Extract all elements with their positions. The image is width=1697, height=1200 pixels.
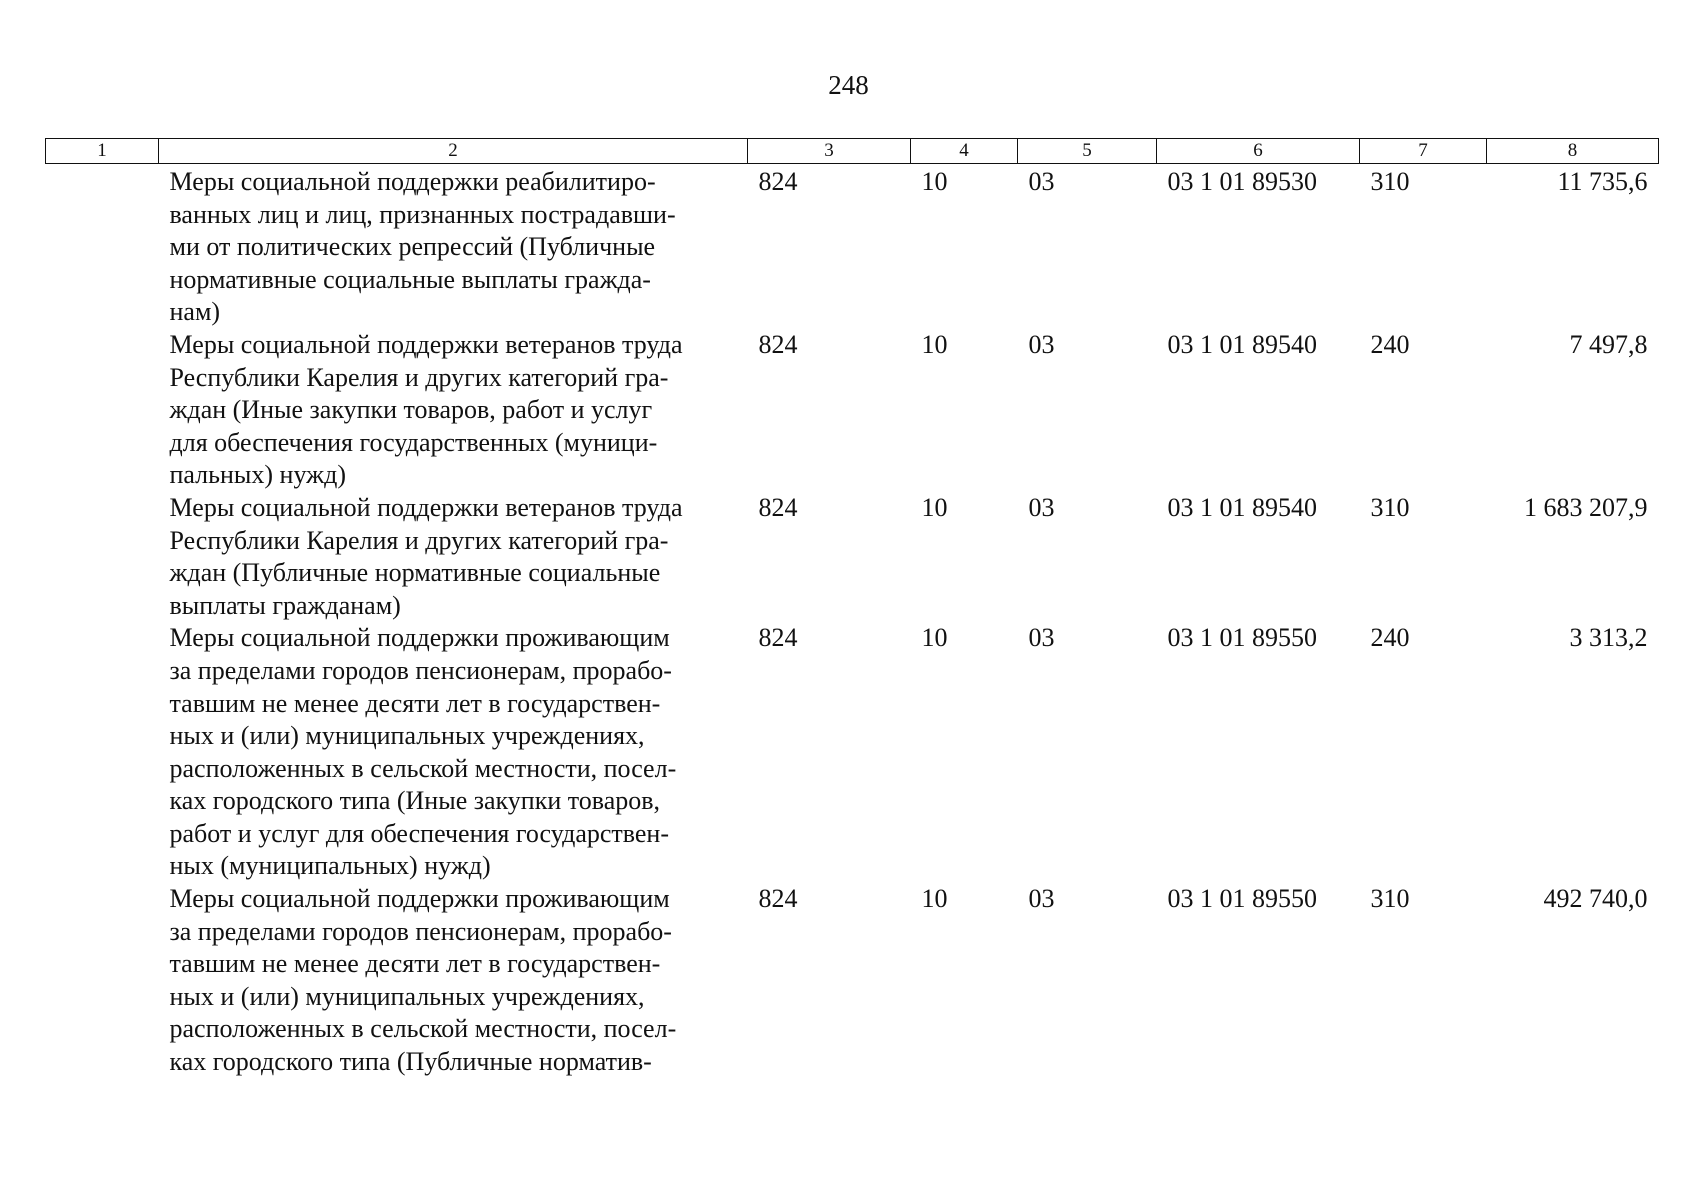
expense-type-cell: 240 [1370,623,1410,653]
description-cell [159,883,748,1079]
description-line: ках городского типа (Публичные норматив- [169,1047,652,1077]
description-line: пальных) нужд) [169,460,346,490]
description-line: Меры социальной поддержки реабилитиро- [169,167,656,196]
description-line: для обеспечения государственных (муници- [169,427,658,457]
expense-type-cell: 310 [1370,884,1410,914]
subsection-code-cell: 03 [1028,167,1055,196]
header-col-2: 2 [159,139,748,164]
row-index-cell [46,164,159,329]
description-line: расположенных в сельской местности, посел- [169,753,677,783]
description-cell [159,492,748,622]
row-index-cell [46,492,159,622]
header-col-7: 7 [1360,139,1487,164]
table-row [46,164,1659,329]
description-line: выплаты гражданам) [169,590,401,620]
table-row [46,329,1659,492]
description-line: ждан (Иные закупки товаров, работ и услуг [169,395,653,425]
description-cell [159,164,748,329]
subsection-code-cell: 03 [1028,623,1055,653]
table-row [46,622,1659,883]
description-line: Меры социальной поддержки проживающим [169,884,670,914]
section-code-cell: 10 [921,884,948,914]
row-index-cell [46,329,159,492]
description-line: ванных лиц и лиц, признанных пострадавши- [169,199,676,229]
description-line: Республики Карелия и других категорий гра- [169,525,669,555]
description-line: Меры социальной поддержки ветеранов труда [169,492,683,522]
header-col-1: 1 [46,139,159,164]
expense-type-cell: 310 [1370,167,1410,196]
target-article-cell: 03 1 01 89550 [1167,623,1317,653]
description-line: нам) [169,297,221,327]
budget-table [45,138,1659,1079]
ministry-code-cell: 824 [758,167,798,196]
description-line: ных (муниципальных) нужд) [169,851,491,881]
ministry-code-cell: 824 [758,623,798,653]
header-col-3: 3 [748,139,911,164]
target-article-cell: 03 1 01 89550 [1167,884,1317,914]
header-col-8: 8 [1487,139,1659,164]
expense-type-cell: 310 [1370,492,1410,522]
target-article-cell: 03 1 01 89530 [1167,167,1317,196]
ministry-code-cell: 824 [758,329,798,359]
row-index-cell [46,622,159,883]
description-line: ках городского типа (Иные закупки товаров, [169,786,661,816]
header-col-5: 5 [1018,139,1157,164]
section-code-cell: 10 [921,167,948,196]
subsection-code-cell: 03 [1028,492,1055,522]
table-row [46,883,1659,1079]
description-line: тавшим не менее десяти лет в государствен- [169,949,661,979]
description-cell [159,329,748,492]
amount-cell: 11 735,6 [1557,167,1648,196]
description-line: Меры социальной поддержки ветеранов труда [169,329,683,359]
description-line: ных и (или) муниципальных учреждениях, [169,981,645,1011]
description-cell [159,622,748,883]
description-line: ми от политических репрессий (Публичные [169,232,656,262]
page-number: 248 [828,70,869,100]
section-code-cell: 10 [921,329,948,359]
header-col-4: 4 [911,139,1018,164]
ministry-code-cell: 824 [758,492,798,522]
row-index-cell [46,883,159,1079]
description-line: работ и услуг для обеспечения государствен- [169,818,669,848]
description-line: Меры социальной поддержки проживающим [169,623,670,653]
description-line: расположенных в сельской местности, посел- [169,1014,677,1044]
description-line: за пределами городов пенсионерам, прорабо- [169,655,672,685]
description-line: за пределами городов пенсионерам, прорабо- [169,916,672,946]
description-line: нормативные социальные выплаты гражда- [169,264,651,294]
target-article-cell: 03 1 01 89540 [1167,329,1317,359]
amount-cell: 1 683 207,9 [1524,492,1648,522]
section-code-cell: 10 [921,492,948,522]
description-line: Республики Карелия и других категорий гра- [169,362,669,392]
amount-cell: 7 497,8 [1569,329,1648,359]
description-line: тавшим не менее десяти лет в государствен- [169,688,661,718]
target-article-cell: 03 1 01 89540 [1167,492,1317,522]
table-row [46,492,1659,622]
subsection-code-cell: 03 [1028,884,1055,914]
description-line: ждан (Публичные нормативные социальные [169,558,661,588]
amount-cell: 492 740,0 [1543,884,1648,914]
ministry-code-cell: 824 [758,884,798,914]
description-line: ных и (или) муниципальных учреждениях, [169,721,645,751]
section-code-cell: 10 [921,623,948,653]
table-body [46,164,1659,1079]
amount-cell: 3 313,2 [1569,623,1648,653]
expense-type-cell: 240 [1370,329,1410,359]
subsection-code-cell: 03 [1028,329,1055,359]
header-col-6: 6 [1157,139,1360,164]
table-header-row [46,139,1659,164]
